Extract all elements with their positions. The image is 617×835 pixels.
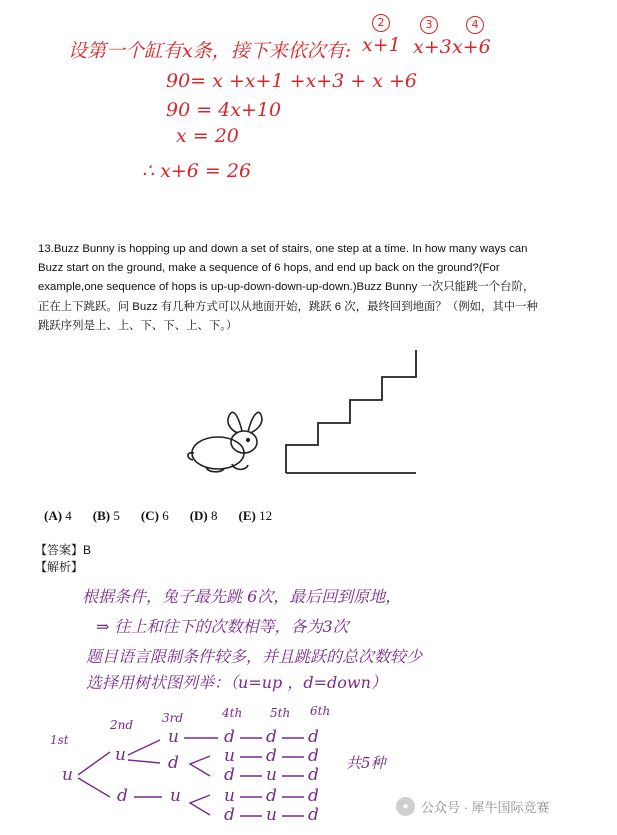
term-3: x+6 bbox=[452, 36, 491, 58]
watermark bbox=[396, 797, 550, 816]
tree-node-root: u bbox=[62, 765, 73, 785]
tree-r4-6th: d bbox=[308, 786, 319, 806]
tree-r3-6th: d bbox=[308, 765, 319, 785]
tree-node-3rd-u: u bbox=[168, 727, 179, 747]
tree-r5-4th: d bbox=[224, 805, 235, 825]
tree-r4-4th: u bbox=[224, 786, 235, 806]
tree-r2-5th: d bbox=[266, 746, 277, 766]
term-1: x+1 bbox=[362, 34, 401, 56]
tree-header-1st: 1st bbox=[50, 733, 69, 747]
question-text: 13.Buzz Bunny is hopping up and down a set of stairs, one step at a time. In how many ways can Buzz start on the ground, make a sequence of 6 hops, and end up back on the ground?(For example,one sequence of hops is up-up-down-down-up-down.)Buzz Bunny 一次只能跳一个台阶，正在上下跳跃。问 Buzz 有几种方式可以从地面开始，跳跃 6 次，最终回到地面？（例如，其中一种跳跃序列是上、上、下、下、上、下。） bbox=[38, 243, 538, 332]
choice-e: (E) 12 bbox=[238, 508, 273, 523]
circle-label-4: 4 bbox=[466, 16, 484, 34]
tree-r4-5th: d bbox=[266, 786, 277, 806]
analysis-label: 【解析】 bbox=[35, 560, 84, 574]
tree-node-3rd-d: d bbox=[168, 753, 179, 773]
tree-r1-5th: d bbox=[266, 727, 277, 747]
tree-r5-6th: d bbox=[308, 805, 319, 825]
equation-4: ∴ x+6 = 26 bbox=[142, 160, 252, 182]
analysis-line-3: 题目语言限制条件较多，并且跳跃的总次数较少 bbox=[86, 647, 423, 666]
equation-3: x = 20 bbox=[176, 125, 239, 147]
tree-total: 共5种 bbox=[346, 754, 386, 772]
watermark-text: 公众号 · 犀牛国际竞赛 bbox=[421, 800, 550, 815]
tree-r2-4th: u bbox=[224, 746, 235, 766]
circle-label-3: 3 bbox=[420, 16, 438, 34]
term-2: x+3 bbox=[413, 36, 452, 58]
choice-d: (D) 8 bbox=[189, 508, 218, 523]
analysis-line-1: 根据条件，兔子最先跳 6次，最后回到原地， bbox=[82, 587, 402, 606]
tree-header-6th: 6th bbox=[310, 704, 331, 718]
tree-r3-4th: d bbox=[224, 765, 235, 785]
tree-r1-6th: d bbox=[308, 727, 319, 747]
analysis-line-2: ⇒ 往上和往下的次数相等，各为3次 bbox=[96, 617, 349, 636]
answer-value: B bbox=[83, 543, 92, 557]
setup-line: 设第一个缸有x条，接下来依次有: bbox=[68, 40, 352, 62]
tree-header-2nd: 2nd bbox=[110, 718, 134, 732]
choice-b: (B) 5 bbox=[92, 508, 120, 523]
tree-node-3rd-u2: u bbox=[170, 786, 181, 806]
tree-header-4th: 4th bbox=[222, 706, 243, 720]
answer-label: 【答案】 bbox=[35, 543, 84, 557]
circle-label-2: 2 bbox=[372, 14, 390, 32]
equation-1: 90= x +x+1 +x+3 + x +6 bbox=[166, 70, 417, 92]
tree-node-2nd-u: u bbox=[115, 745, 126, 765]
tree-r2-6th: d bbox=[308, 746, 319, 766]
tree-header-5th: 5th bbox=[270, 706, 291, 720]
equation-2: 90 = 4x+10 bbox=[166, 99, 282, 121]
tree-header-3rd: 3rd bbox=[162, 711, 184, 725]
analysis-line-4: 选择用树状图列举：（u=up ，d=down） bbox=[86, 673, 387, 692]
tree-node-2nd-d: d bbox=[117, 786, 128, 806]
tree-r1-4th: d bbox=[224, 727, 235, 747]
tree-r5-5th: u bbox=[266, 805, 277, 825]
tree-r3-5th: u bbox=[266, 765, 277, 785]
wechat-logo-icon: ● bbox=[396, 797, 415, 816]
choice-c: (C) 6 bbox=[140, 508, 169, 523]
choice-a: (A) 4 bbox=[44, 508, 72, 523]
